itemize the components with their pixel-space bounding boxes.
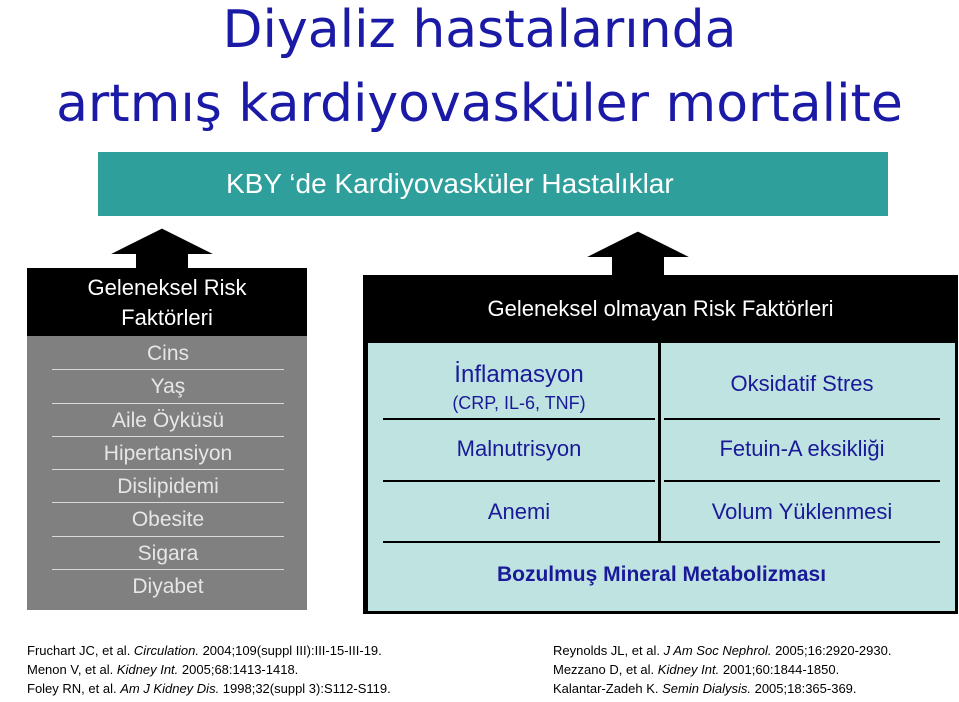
volume-overload-label: Volum Yüklenmesi (711, 499, 893, 524)
risk-item-sigara: Sigara (52, 537, 284, 570)
divider-right-2 (664, 480, 940, 482)
traditional-risk-header (27, 268, 307, 336)
reference-item: Foley RN, et al. Am J Kidney Dis. 1998;32(suppl 3):S112-S119. (27, 681, 391, 696)
divider-left-1 (383, 418, 655, 420)
reference-item: Mezzano D, et al. Kidney Int. 2001;60:1844-1850. (553, 662, 840, 677)
risk-item-yas: Yaş (52, 370, 284, 403)
fetuin-deficiency-label: Fetuin-A eksikliği (719, 436, 885, 461)
nontraditional-risk-header: Geleneksel olmayan Risk Faktörleri (487, 296, 834, 321)
risk-item-hipertansiyon: Hipertansiyon (52, 437, 284, 470)
malnutrition-label: Malnutrisyon (456, 436, 582, 461)
references-right (553, 641, 953, 698)
inflammation-label: İnflamasyon (454, 361, 584, 388)
reference-item: Fruchart JC, et al. Circulation. 2004;109(suppl III):III-15-III-19. (27, 643, 382, 658)
reference-item: Menon V, et al. Kidney Int. 2005;68:1413-1418. (27, 662, 299, 677)
column-divider (658, 343, 661, 543)
reference-item: Kalantar-Zadeh K. Semin Dialysis. 2005;18:365-369. (553, 681, 857, 696)
traditional-risk-list (52, 337, 284, 603)
arrow-up-left-icon (110, 228, 214, 270)
traditional-risk-header-line-1: Geleneksel Risk (87, 275, 247, 300)
divider-bottom (383, 541, 940, 543)
reference-item: Reynolds JL, et al. J Am Soc Nephrol. 2005;16:2920-2930. (553, 643, 892, 658)
traditional-risk-header-line-2: Faktörleri (121, 305, 213, 330)
risk-item-diyabet: Diyabet (132, 575, 204, 599)
title-line-2: artmış kardiyovasküler mortalite (56, 74, 903, 134)
risk-item-aile-oykusu: Aile Öyküsü (52, 404, 284, 437)
risk-item-dislipidemi: Dislipidemi (52, 470, 284, 503)
divider-right-1 (664, 418, 940, 420)
arrow-up-right-icon (586, 231, 690, 275)
risk-item-cins: Cins (52, 337, 284, 370)
anemia-label: Anemi (487, 499, 551, 524)
mineral-metabolism-label: Bozulmuş Mineral Metabolizması (496, 563, 827, 586)
inflammation-markers: (CRP, IL-6, TNF) (452, 393, 586, 413)
banner (98, 152, 888, 216)
oxidative-stress-label: Oksidatif Stres (730, 371, 874, 396)
title-line-1: Diyaliz hastalarında (222, 0, 737, 60)
divider-left-2 (383, 480, 655, 482)
risk-item-obesite: Obesite (52, 503, 284, 536)
banner-text: KBY ‘de Kardiyovasküler Hastalıklar (226, 168, 674, 199)
inflammation-cell (383, 360, 655, 416)
references-left (27, 641, 497, 698)
